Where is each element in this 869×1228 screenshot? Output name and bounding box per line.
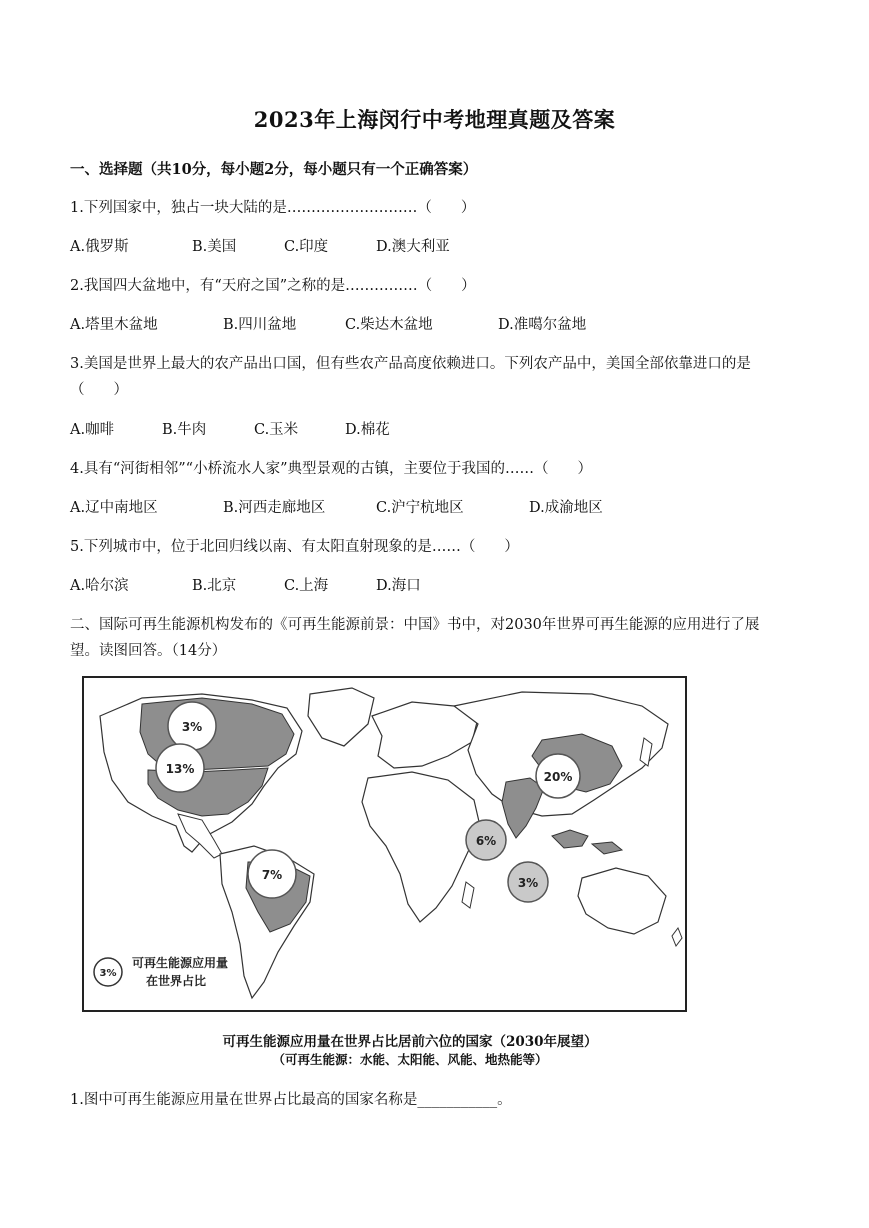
question-3-options	[70, 418, 810, 438]
map-caption-line2: （可再生能源：水能、太阳能、风能、地热能等）	[272, 1052, 548, 1067]
option-a: A.哈尔滨	[70, 578, 129, 594]
question-3-stem-line2: （ ）	[70, 382, 128, 398]
option-a: A.塔里木盆地	[70, 317, 158, 333]
section2-intro-line1: 二、国际可再生能源机构发布的《可再生能源前景：中国》书中，对2030年世界可再生能源的应用进行了展	[70, 617, 760, 633]
world-renewable-energy-map	[82, 676, 687, 1012]
bubble-indonesia	[508, 862, 548, 902]
option-c: C.上海	[284, 578, 329, 594]
question-2-stem: 2.我国四大盆地中，有“天府之国”之称的是……………（ ）	[70, 278, 476, 294]
bubble-china	[536, 754, 580, 798]
option-c: C.印度	[284, 239, 329, 255]
map-caption-line1: 可再生能源应用量在世界占比居前六位的国家（2030年展望）	[222, 1034, 598, 1050]
bubble-canada	[168, 702, 216, 750]
question-4-options	[70, 496, 810, 516]
option-a: A.咖啡	[70, 422, 115, 438]
option-d: D.海口	[376, 578, 421, 594]
legend-line1: 可再生能源应用量	[132, 956, 229, 970]
bubble-canada-label: 3%	[181, 720, 203, 734]
bubble-brazil-label: 7%	[261, 868, 283, 882]
question-1-stem: 1.下列国家中，独占一块大陆的是………………………（ ）	[70, 200, 476, 216]
option-b: B.四川盆地	[223, 317, 297, 333]
page-title: 2023年上海闵行中考地理真题及答案	[253, 107, 616, 132]
section1-heading: 一、选择题（共10分，每小题2分，每小题只有一个正确答案）	[70, 161, 478, 178]
legend-line2: 在世界占比	[146, 974, 207, 988]
option-d: D.棉花	[345, 422, 390, 438]
option-a: A.俄罗斯	[70, 239, 129, 255]
bubble-china-label: 20%	[543, 770, 573, 784]
bubble-usa-label: 13%	[165, 762, 195, 776]
option-b: B.北京	[192, 578, 237, 594]
option-a: A.辽中南地区	[70, 500, 158, 516]
section2-intro-line2: 望。读图回答。（14分）	[70, 643, 227, 659]
option-d: D.成渝地区	[529, 500, 603, 516]
option-b: B.牛肉	[162, 422, 207, 438]
option-d: D.澳大利亚	[376, 239, 450, 255]
option-c: C.沪宁杭地区	[376, 500, 464, 516]
option-c: C.玉米	[254, 422, 299, 438]
question-5-stem: 5.下列城市中，位于北回归线以南、有太阳直射现象的是……（ ）	[70, 539, 519, 555]
bubble-india-label: 6%	[475, 834, 497, 848]
question-5-options	[70, 574, 810, 594]
legend-sample-label: 3%	[99, 968, 117, 979]
option-b: B.美国	[192, 239, 237, 255]
question-3-stem-line1: 3.美国是世界上最大的农产品出口国，但有些农产品高度依赖进口。下列农产品中，美国全部依靠进口的是	[70, 356, 751, 372]
bubble-usa	[156, 744, 204, 792]
bubble-brazil	[248, 850, 296, 898]
question-2-options	[70, 313, 810, 333]
bubble-indonesia-label: 3%	[517, 876, 539, 890]
option-c: C.柴达木盆地	[345, 317, 433, 333]
question-4-stem: 4.具有“河街相邻”“小桥流水人家”典型景观的古镇，主要位于我国的……（ ）	[70, 461, 592, 477]
bubble-india	[466, 820, 506, 860]
section2-question-1: 1.图中可再生能源应用量在世界占比最高的国家名称是___________。	[70, 1092, 512, 1108]
question-1-options	[70, 235, 810, 255]
option-b: B.河西走廊地区	[223, 500, 326, 516]
option-d: D.准噶尔盆地	[498, 317, 587, 333]
